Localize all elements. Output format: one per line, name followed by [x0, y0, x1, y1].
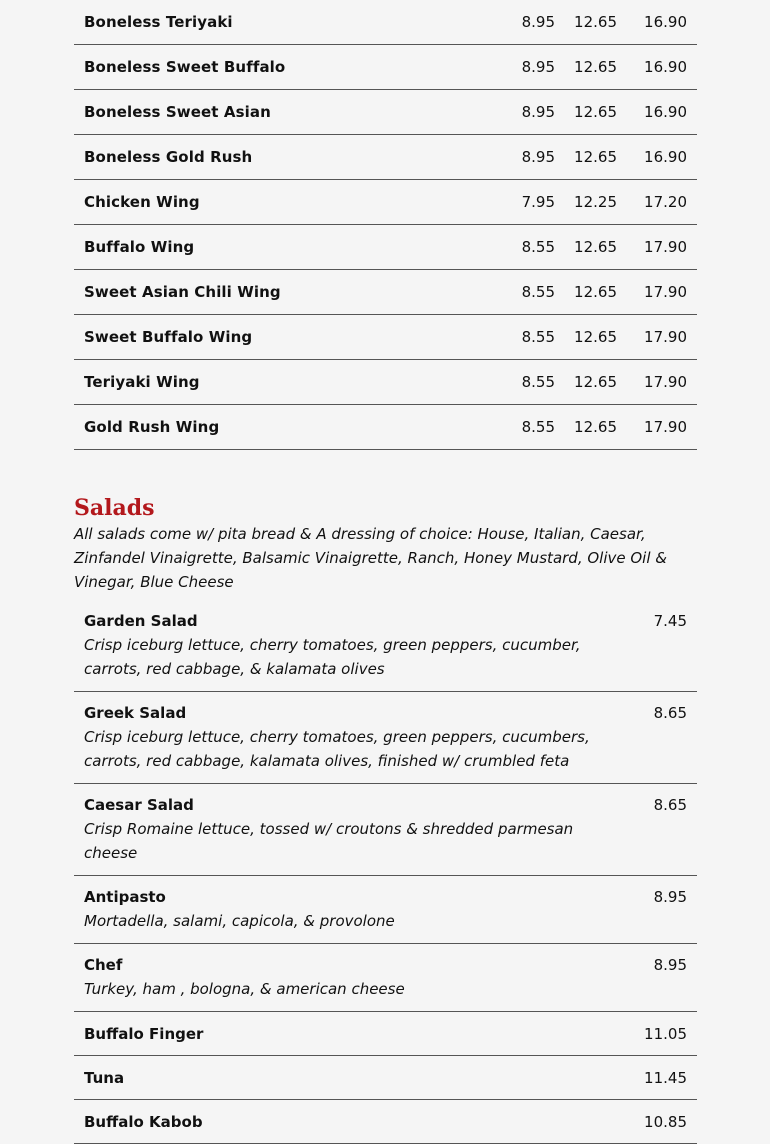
item-price: 11.05 [644, 1024, 687, 1043]
menu-row [74, 405, 697, 450]
menu-row [74, 876, 697, 944]
menu-row [74, 1056, 697, 1100]
item-price-medium: 12.65 [574, 283, 617, 301]
item-description: Mortadella, salami, capicola, & provolone [84, 912, 395, 930]
item-name: Boneless Sweet Buffalo [84, 58, 286, 76]
menu-row [74, 1100, 697, 1144]
menu-row [74, 600, 697, 692]
item-price-small: 8.95 [521, 103, 555, 121]
item-price: 8.95 [653, 888, 687, 906]
item-price: 8.95 [653, 956, 687, 974]
item-price-large: 16.90 [644, 13, 687, 31]
item-price-large: 17.90 [644, 283, 687, 301]
item-price-small: 7.95 [521, 193, 555, 211]
menu-row [74, 944, 697, 1012]
item-name: Buffalo Finger [84, 1024, 204, 1043]
section-title-salads: Salads [74, 495, 155, 521]
item-price-medium: 12.65 [574, 373, 617, 391]
item-price-medium: 12.65 [574, 13, 617, 31]
item-name: Boneless Gold Rush [84, 148, 253, 166]
menu-row [74, 0, 697, 45]
item-description: Crisp iceburg lettuce, cherry tomatoes, green peppers, cucumbers, carrots, red cabbage, kalamata olives, finished w/ crumbled feta [84, 728, 590, 770]
item-price-small: 8.55 [521, 238, 555, 256]
item-price-large: 17.90 [644, 238, 687, 256]
item-price: 10.85 [644, 1112, 687, 1131]
menu-row [74, 180, 697, 225]
item-price-medium: 12.65 [574, 103, 617, 121]
item-price-small: 8.95 [521, 58, 555, 76]
item-name: Greek Salad [84, 704, 187, 722]
item-price-small: 8.55 [521, 418, 555, 436]
menu-row [74, 135, 697, 180]
item-name: Chef [84, 956, 123, 974]
salads-list [74, 600, 697, 1144]
menu-row [74, 360, 697, 405]
item-price-medium: 12.65 [574, 148, 617, 166]
item-name: Boneless Sweet Asian [84, 103, 271, 121]
menu-row [74, 45, 697, 90]
item-name: Chicken Wing [84, 193, 200, 211]
item-price-large: 16.90 [644, 148, 687, 166]
item-price-large: 17.90 [644, 418, 687, 436]
item-price-large: 17.20 [644, 193, 687, 211]
item-price-medium: 12.65 [574, 418, 617, 436]
item-price: 7.45 [653, 612, 687, 630]
item-price-small: 8.95 [521, 148, 555, 166]
item-name: Gold Rush Wing [84, 418, 220, 436]
item-name: Buffalo Wing [84, 238, 195, 256]
menu-row [74, 692, 697, 784]
item-description: Crisp iceburg lettuce, cherry tomatoes, green peppers, cucumber, carrots, red cabbage, & kalamata olives [84, 636, 581, 678]
wings-table [74, 0, 697, 450]
item-price-small: 8.55 [521, 283, 555, 301]
item-price-medium: 12.25 [574, 193, 617, 211]
item-price-medium: 12.65 [574, 238, 617, 256]
item-description: Turkey, ham , bologna, & american cheese [84, 980, 405, 998]
item-price: 8.65 [653, 796, 687, 814]
menu-row [74, 1012, 697, 1056]
item-name: Tuna [84, 1068, 125, 1087]
item-price: 11.45 [644, 1068, 687, 1087]
item-name: Teriyaki Wing [84, 373, 200, 391]
menu-row [74, 225, 697, 270]
item-price-large: 17.90 [644, 328, 687, 346]
item-name: Boneless Teriyaki [84, 13, 233, 31]
menu-row [74, 270, 697, 315]
menu-row [74, 315, 697, 360]
salads-note: All salads come w/ pita bread & A dressing of choice: House, Italian, Caesar, Zinfandel Vinaigrette, Balsamic Vinaigrette, Ranch, Honey Mustard, Olive Oil & Vinegar, Blue Cheese [74, 525, 667, 591]
item-description: Crisp Romaine lettuce, tossed w/ croutons & shredded parmesan cheese [84, 820, 574, 862]
item-name: Antipasto [84, 888, 166, 906]
item-name: Sweet Asian Chili Wing [84, 283, 281, 301]
item-name: Buffalo Kabob [84, 1112, 203, 1131]
item-price-small: 8.55 [521, 328, 555, 346]
item-name: Garden Salad [84, 612, 198, 630]
item-price-large: 16.90 [644, 58, 687, 76]
item-price-small: 8.95 [521, 13, 555, 31]
menu-row [74, 784, 697, 876]
item-price: 8.65 [653, 704, 687, 722]
item-price-large: 17.90 [644, 373, 687, 391]
item-price-large: 16.90 [644, 103, 687, 121]
item-price-medium: 12.65 [574, 328, 617, 346]
menu-content [74, 0, 697, 1144]
menu-row [74, 90, 697, 135]
item-price-small: 8.55 [521, 373, 555, 391]
item-name: Caesar Salad [84, 796, 194, 814]
item-name: Sweet Buffalo Wing [84, 328, 253, 346]
item-price-medium: 12.65 [574, 58, 617, 76]
